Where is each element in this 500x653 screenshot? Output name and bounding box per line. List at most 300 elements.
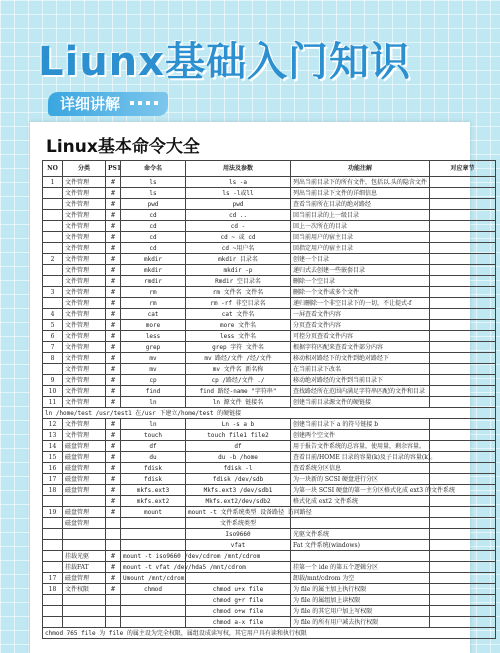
table-cell-description: 为 file 的所有用户减去执行权限 — [291, 617, 430, 628]
table-row — [43, 309, 496, 320]
table-cell-ps1: # — [106, 386, 121, 397]
table-row — [43, 265, 496, 276]
table-cell-description: 为 file 的其它用户加上写权限 — [291, 606, 430, 617]
table-row — [43, 540, 496, 551]
table-cell-command: fdisk — [121, 474, 186, 485]
table-cell-description: 分页查看文件内容 — [291, 320, 430, 331]
table-cell-description: 回当前目录的上一级目录 — [291, 210, 430, 221]
headline: Liunx基础入门知识 — [38, 39, 411, 85]
table-cell-category: 文件管理 — [63, 188, 106, 199]
table-cell-command: ln — [121, 397, 186, 408]
table-cell-ps1: # — [106, 287, 121, 298]
table-cell-category: 文件管理 — [63, 419, 106, 430]
table-cell-no: 3 — [43, 287, 63, 298]
table-cell-ps1: # — [106, 496, 121, 507]
table-cell-description: 回上一次所在的目录 — [291, 221, 430, 232]
table-cell-description: 递归式去创建一些嵌套目录 — [291, 265, 430, 276]
table-cell-usage: cp /路经/文件 ./ — [186, 375, 291, 386]
table-cell-description: 创建两个空文件 — [291, 430, 430, 441]
table-cell-usage: find 路经-name "字符串" — [186, 386, 291, 397]
table-row — [43, 364, 496, 375]
table-cell-command: cd — [121, 221, 186, 232]
table-cell-category: 文件管理 — [63, 265, 106, 276]
table-cell-full: ln /home/test /usr/test1 在/usr 下建立/home/test 的硬链接 — [43, 408, 496, 419]
table-cell-usage: vfat — [186, 540, 291, 551]
table-cell-command — [121, 540, 186, 551]
table-cell-description: Fat 文件系统(windows) — [291, 540, 430, 551]
table-cell-description: 根据字符匹配来查看文件部分内容 — [291, 342, 430, 353]
table-cell-ps1: # — [106, 419, 121, 430]
table-row — [43, 331, 496, 342]
table-row — [43, 386, 496, 397]
table-cell-description: 一屏查看文件内容 — [291, 309, 430, 320]
table-cell-command — [121, 595, 186, 606]
table-cell-usage: less 文件名 — [186, 331, 291, 342]
table-cell-ps1: # — [106, 573, 121, 584]
table-cell-ps1: # — [106, 441, 121, 452]
table-cell-command: pwd — [121, 199, 186, 210]
table-cell-no — [43, 518, 63, 529]
table-cell-no — [43, 364, 63, 375]
table-cell-usage: rm -rf 非空目录名 — [186, 298, 291, 309]
table-cell-command: mount — [121, 507, 186, 518]
table-cell-ps1: # — [106, 353, 121, 364]
table-cell-usage: chmod g+r file — [186, 595, 291, 606]
table-cell-chapter — [430, 507, 496, 518]
table-cell-no: 13 — [43, 430, 63, 441]
table-cell-usage: du -b /home — [186, 452, 291, 463]
table-cell-description: 列出当前目录下的所有文件，包括以.头的隐含文件 — [291, 177, 430, 188]
table-cell-no: 15 — [43, 452, 63, 463]
table-cell-usage: Mkfs.ext3 /dev/sdb1 — [186, 485, 291, 496]
table-cell-chapter — [430, 551, 496, 562]
table-cell-command: mount -t iso9660 /dev/cdrom /mnt/cdrom — [121, 551, 186, 562]
table-cell-category: 磁盘管理 — [63, 573, 106, 584]
table-row — [43, 430, 496, 441]
table-cell-category: 文件管理 — [63, 254, 106, 265]
table-cell-command — [121, 529, 186, 540]
table-cell-category: 文件管理 — [63, 386, 106, 397]
table-cell-usage: ls -l或ll — [186, 188, 291, 199]
table-row — [43, 463, 496, 474]
table-cell-usage: fdisk /dev/sdb — [186, 474, 291, 485]
table-cell-no: 6 — [43, 331, 63, 342]
table-cell-chapter — [430, 584, 496, 595]
table-cell-category: 磁盘管理 — [63, 463, 106, 474]
table-cell-chapter — [430, 518, 496, 529]
table-cell-description: 用于报告文件系统的总容量，使用量，剩余容量。 — [291, 441, 430, 452]
table-cell-usage: 文件系统类型 — [186, 518, 291, 529]
table-cell-no: 4 — [43, 309, 63, 320]
table-row — [43, 562, 496, 573]
table-cell-command: rm — [121, 287, 186, 298]
table-cell-category — [63, 540, 106, 551]
table-cell-command: mv — [121, 364, 186, 375]
table-cell-category: 挂载FAT — [63, 562, 106, 573]
table-cell-chapter — [430, 331, 496, 342]
table-cell-category: 文件管理 — [63, 243, 106, 254]
table-row — [43, 573, 496, 584]
table-cell-chapter — [430, 210, 496, 221]
table-row — [43, 518, 496, 529]
table-cell-command: mkdir — [121, 265, 186, 276]
col-header-ps1: PS1 — [106, 161, 121, 177]
table-cell-chapter — [430, 177, 496, 188]
table-cell-chapter — [430, 353, 496, 364]
table-cell-ps1 — [106, 606, 121, 617]
table-cell-chapter — [430, 474, 496, 485]
table-cell-chapter — [430, 375, 496, 386]
table-cell-chapter — [430, 221, 496, 232]
table-cell-description: 删除一个空目录 — [291, 276, 430, 287]
table-cell-no — [43, 243, 63, 254]
table-cell-description: 查看当前所在目录的绝对路经 — [291, 199, 430, 210]
table-cell-command: mount -t vfat /dev/hda5 /mnt/cdrom — [121, 562, 186, 573]
table-cell-category: 文件管理 — [63, 177, 106, 188]
table-cell-no — [43, 210, 63, 221]
table-cell-no: 17 — [43, 573, 63, 584]
table-cell-ps1: # — [106, 298, 121, 309]
table-cell-chapter — [430, 188, 496, 199]
table-cell-ps1 — [106, 540, 121, 551]
table-cell-command: du — [121, 452, 186, 463]
table-cell-command: rmdir — [121, 276, 186, 287]
table-cell-command: mkdir — [121, 254, 186, 265]
table-cell-ps1: # — [106, 199, 121, 210]
table-cell-ps1 — [106, 529, 121, 540]
table-row — [43, 375, 496, 386]
table-cell-no — [43, 551, 63, 562]
table-row — [43, 496, 496, 507]
table-cell-chapter — [430, 243, 496, 254]
table-cell-usage: fdisk -l — [186, 463, 291, 474]
table-cell-no: 18 — [43, 485, 63, 496]
table-cell-command: mv — [121, 353, 186, 364]
table-cell-description: 为第一块 SCSI 硬盘的第一主分区格式化成 ext3 的文件系统 — [291, 485, 430, 496]
table-cell-ps1: # — [106, 463, 121, 474]
table-cell-ps1: # — [106, 265, 121, 276]
table-cell-ps1 — [106, 518, 121, 529]
table-cell-no: 12 — [43, 419, 63, 430]
table-cell-command: chmod — [121, 584, 186, 595]
table-cell-ps1: # — [106, 331, 121, 342]
table-cell-category: 文件管理 — [63, 331, 106, 342]
table-cell-usage: mkdir 目录名 — [186, 254, 291, 265]
table-cell-chapter — [430, 617, 496, 628]
table-cell-ps1: # — [106, 364, 121, 375]
table-cell-description: 卸载/mnt/cdrom 为空 — [291, 573, 430, 584]
table-cell-usage: Mkfs.ext2/dev/sdb2 — [186, 496, 291, 507]
table-cell-ps1: # — [106, 507, 121, 518]
table-cell-usage: mv 文件名 新名称 — [186, 364, 291, 375]
table-cell-ps1: # — [106, 551, 121, 562]
table-cell-ps1 — [106, 595, 121, 606]
col-header-chapter: 对应章节 — [430, 161, 496, 177]
col-header-no: NO — [43, 161, 63, 177]
table-row — [43, 584, 496, 595]
table-cell-category: 磁盘管理 — [63, 474, 106, 485]
section-tag-label: 详细讲解 — [60, 95, 121, 113]
table-cell-command: ln — [121, 419, 186, 430]
col-header-category: 分类 — [63, 161, 106, 177]
table-cell-description: 查看系统分区信息 — [291, 463, 430, 474]
table-cell-ps1: # — [106, 210, 121, 221]
table-cell-description: 为一块新的 SCSI 硬盘进行分区 — [291, 474, 430, 485]
table-cell-ps1: # — [106, 474, 121, 485]
table-cell-usage: cd ~用户名 — [186, 243, 291, 254]
table-cell-description: 回当前用户的宿主目录 — [291, 232, 430, 243]
table-cell-ps1: # — [106, 276, 121, 287]
table-cell-no — [43, 595, 63, 606]
table-cell-usage: mkdir -p — [186, 265, 291, 276]
table-cell-no: 19 — [43, 507, 63, 518]
table-cell-description: 可控分页查看文件内容 — [291, 331, 430, 342]
table-cell-command — [121, 617, 186, 628]
table-cell-ps1: # — [106, 254, 121, 265]
table-cell-no — [43, 221, 63, 232]
col-header-command: 命令名 — [121, 161, 186, 177]
table-cell-ps1: # — [106, 430, 121, 441]
command-table — [42, 160, 496, 639]
table-cell-no — [43, 276, 63, 287]
table-cell-category: 磁盘管理 — [63, 441, 106, 452]
table-cell-usage: df — [186, 441, 291, 452]
table-cell-ps1: # — [106, 243, 121, 254]
table-cell-no — [43, 188, 63, 199]
table-cell-description — [291, 518, 430, 529]
table-row — [43, 485, 496, 496]
table-cell-ps1 — [106, 617, 121, 628]
table-cell-command: fdisk — [121, 463, 186, 474]
table-row — [43, 628, 496, 639]
table-row — [43, 243, 496, 254]
table-cell-ps1: # — [106, 397, 121, 408]
table-cell-description: 创建当前目录下 a 的符号链接 b — [291, 419, 430, 430]
table-cell-ps1: # — [106, 188, 121, 199]
section-tag — [48, 92, 168, 116]
table-row — [43, 221, 496, 232]
table-cell-ps1: # — [106, 584, 121, 595]
table-cell-no: 7 — [43, 342, 63, 353]
table-row — [43, 199, 496, 210]
table-cell-chapter — [430, 573, 496, 584]
table-cell-no — [43, 562, 63, 573]
table-cell-category: 磁盘管理 — [63, 518, 106, 529]
document-sheet — [30, 122, 475, 653]
table-cell-category: 文件管理 — [63, 397, 106, 408]
table-cell-usage: cat 文件名 — [186, 309, 291, 320]
table-row — [43, 320, 496, 331]
table-cell-command: mkfs.ext3 — [121, 485, 186, 496]
table-cell-command — [121, 518, 186, 529]
table-cell-no: 8 — [43, 353, 63, 364]
table-cell-category: 文件管理 — [63, 210, 106, 221]
table-row — [43, 617, 496, 628]
table-cell-chapter — [430, 540, 496, 551]
table-cell-chapter — [430, 386, 496, 397]
col-header-description: 功能注解 — [291, 161, 430, 177]
table-cell-ps1: # — [106, 309, 121, 320]
table-cell-no — [43, 298, 63, 309]
table-row — [43, 210, 496, 221]
table-cell-no: 1 — [43, 177, 63, 188]
table-cell-full: chmod 765 file 为 file 的属主设为完全权限，属组设成读写权，其它用户具有读和执行权限 — [43, 628, 496, 639]
table-cell-chapter — [430, 562, 496, 573]
table-cell-usage: Ln -s a b — [186, 419, 291, 430]
table-cell-description: 格式化成 ext2 文件系统 — [291, 496, 430, 507]
table-cell-usage: rm 文件名 文件名 — [186, 287, 291, 298]
table-cell-category: 文件管理 — [63, 342, 106, 353]
table-cell-category: 文件权限 — [63, 584, 106, 595]
document-title: Linux基本命令大全 — [46, 137, 200, 157]
table-row — [43, 595, 496, 606]
table-row — [43, 276, 496, 287]
table-cell-description: 在当前目录下改名 — [291, 364, 430, 375]
table-cell-command: mkfs.ext2 — [121, 496, 186, 507]
table-cell-no: 2 — [43, 254, 63, 265]
table-cell-description: 列出当前目录下文件的详细信息 — [291, 188, 430, 199]
table-cell-no — [43, 606, 63, 617]
table-cell-command: touch — [121, 430, 186, 441]
table-cell-description: 为 file 的属主加上执行权限 — [291, 584, 430, 595]
table-cell-category: 磁盘管理 — [63, 507, 106, 518]
table-cell-usage: touch file1 file2 — [186, 430, 291, 441]
table-cell-category — [63, 529, 106, 540]
table-cell-category: 文件管理 — [63, 298, 106, 309]
table-cell-command: ls — [121, 188, 186, 199]
table-row — [43, 353, 496, 364]
table-cell-usage: Iso9660 — [186, 529, 291, 540]
table-cell-command: rm — [121, 298, 186, 309]
table-cell-command: cp — [121, 375, 186, 386]
table-cell-usage: mount -t 文件系统类型 设备路径 访问路径 — [186, 507, 291, 518]
tag-decoration — [130, 101, 160, 105]
table-cell-usage: chmod u+x file — [186, 584, 291, 595]
table-cell-category: 文件管理 — [63, 309, 106, 320]
table-cell-description: 移动相对路经下的文件到绝对路经下 — [291, 353, 430, 364]
table-cell-description: 递归删除一个非空目录下的一切，不让提式-f — [291, 298, 430, 309]
table-cell-description: 查看目前/HOME 目录的容量(k)及子目录的容量(k)。 — [291, 452, 430, 463]
table-cell-ps1: # — [106, 562, 121, 573]
table-row — [43, 452, 496, 463]
table-cell-no — [43, 617, 63, 628]
table-cell-command: less — [121, 331, 186, 342]
table-header-row — [43, 161, 496, 177]
table-cell-description: 查找路经所在范围内满足字符串匹配的文件和目录 — [291, 386, 430, 397]
table-cell-ps1: # — [106, 342, 121, 353]
table-cell-ps1: # — [106, 221, 121, 232]
table-cell-chapter — [430, 254, 496, 265]
table-cell-chapter — [430, 265, 496, 276]
table-cell-category: 文件管理 — [63, 287, 106, 298]
table-cell-no — [43, 496, 63, 507]
table-cell-usage: cd - — [186, 221, 291, 232]
table-cell-no — [43, 540, 63, 551]
table-cell-usage: chmod o+w file — [186, 606, 291, 617]
table-cell-chapter — [430, 419, 496, 430]
table-cell-no — [43, 199, 63, 210]
table-cell-command: cat — [121, 309, 186, 320]
table-row — [43, 287, 496, 298]
table-row — [43, 529, 496, 540]
table-cell-no: 11 — [43, 397, 63, 408]
table-row — [43, 606, 496, 617]
table-cell-command: ls — [121, 177, 186, 188]
table-cell-description: 回指定用户的宿主目录 — [291, 243, 430, 254]
table-cell-chapter — [430, 452, 496, 463]
table-cell-category: 文件管理 — [63, 232, 106, 243]
table-cell-command: cd — [121, 232, 186, 243]
table-cell-category: 文件管理 — [63, 221, 106, 232]
table-cell-usage: grep 字符 文件名 — [186, 342, 291, 353]
table-cell-chapter — [430, 287, 496, 298]
table-cell-command: grep — [121, 342, 186, 353]
table-row — [43, 408, 496, 419]
table-cell-category: 文件管理 — [63, 364, 106, 375]
table-cell-description: 创建当前目录源文件的硬链接 — [291, 397, 430, 408]
table-cell-no: 10 — [43, 386, 63, 397]
table-cell-usage — [186, 573, 291, 584]
table-cell-category: 文件管理 — [63, 353, 106, 364]
table-cell-category: 文件管理 — [63, 199, 106, 210]
table-cell-no: 16 — [43, 463, 63, 474]
table-cell-category: 文件管理 — [63, 276, 106, 287]
table-cell-description — [291, 551, 430, 562]
table-cell-chapter — [430, 529, 496, 540]
table-cell-ps1: # — [106, 320, 121, 331]
table-cell-command: cd — [121, 210, 186, 221]
table-cell-category: 挂载光驱 — [63, 551, 106, 562]
table-cell-chapter — [430, 364, 496, 375]
table-cell-chapter — [430, 232, 496, 243]
table-cell-chapter — [430, 397, 496, 408]
table-cell-usage: more 文件名 — [186, 320, 291, 331]
table-cell-description: 光驱文件系统 — [291, 529, 430, 540]
table-cell-chapter — [430, 430, 496, 441]
table-cell-usage: pwd — [186, 199, 291, 210]
table-row — [43, 551, 496, 562]
table-cell-no: 14 — [43, 441, 63, 452]
table-cell-no: 5 — [43, 320, 63, 331]
table-cell-chapter — [430, 276, 496, 287]
table-row — [43, 232, 496, 243]
table-cell-description: 挂第一个 ide 的第五个逻辑分区 — [291, 562, 430, 573]
table-cell-ps1: # — [106, 375, 121, 386]
table-cell-usage: cd ~ 或 cd — [186, 232, 291, 243]
table-cell-category — [63, 617, 106, 628]
table-cell-category — [63, 595, 106, 606]
table-cell-category: 磁盘管理 — [63, 452, 106, 463]
table-row — [43, 298, 496, 309]
table-cell-chapter — [430, 320, 496, 331]
table-cell-no: 17 — [43, 474, 63, 485]
table-cell-description: 为 file 的属组加上读权限 — [291, 595, 430, 606]
table-cell-no — [43, 529, 63, 540]
table-cell-category: 文件管理 — [63, 320, 106, 331]
table-cell-usage: ls -a — [186, 177, 291, 188]
table-cell-ps1: # — [106, 232, 121, 243]
table-cell-chapter — [430, 463, 496, 474]
table-cell-category — [63, 606, 106, 617]
table-cell-usage: cd .. — [186, 210, 291, 221]
table-cell-chapter — [430, 441, 496, 452]
table-body — [43, 177, 496, 639]
table-cell-chapter — [430, 309, 496, 320]
table-cell-category: 磁盘管理 — [63, 485, 106, 496]
table-row — [43, 177, 496, 188]
table-cell-command: find — [121, 386, 186, 397]
table-cell-category — [63, 496, 106, 507]
